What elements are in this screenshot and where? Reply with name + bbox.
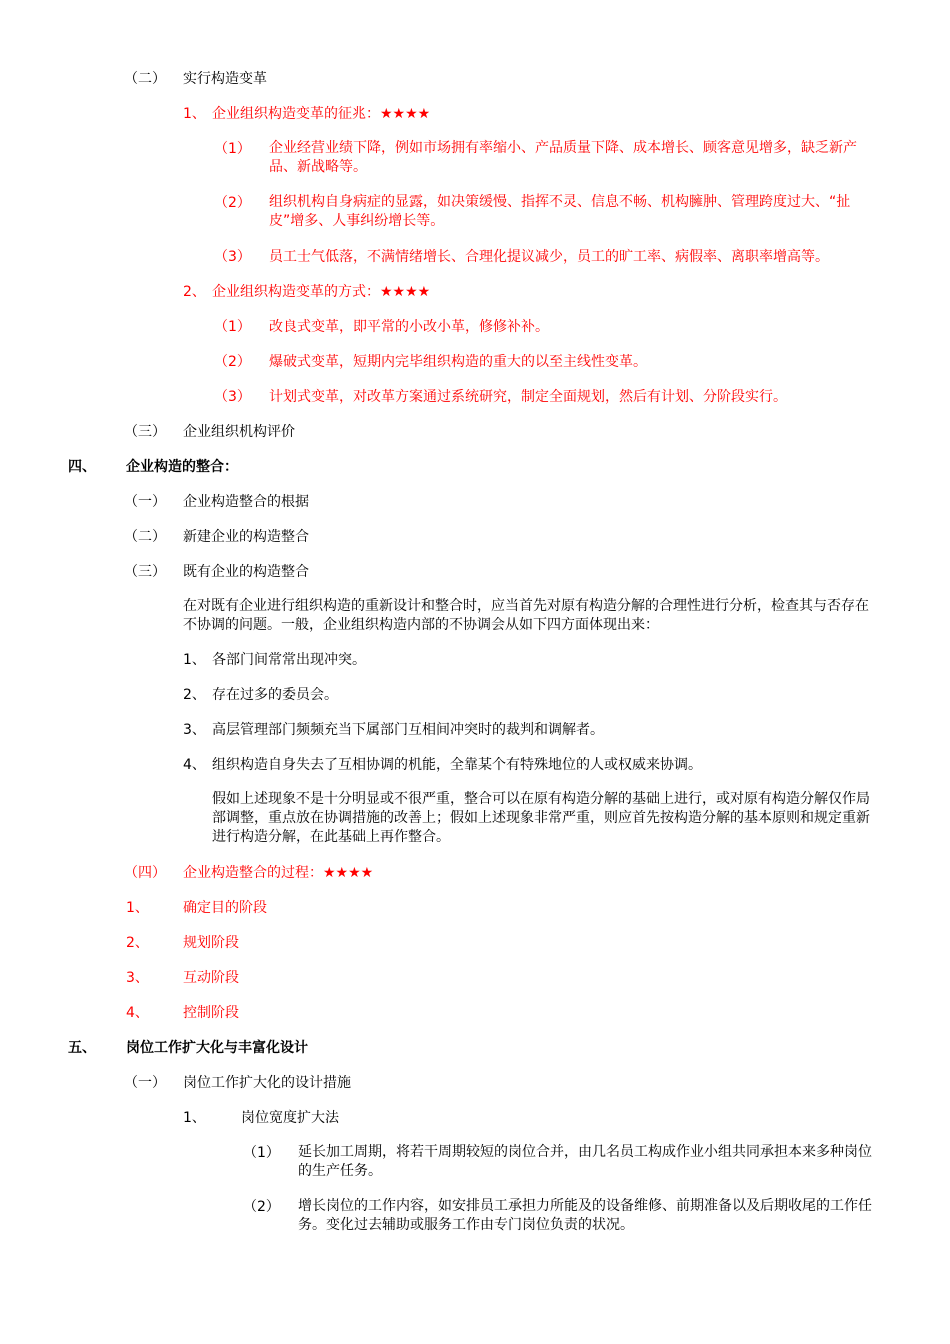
list-item-marker: 4、 <box>126 1005 149 1021</box>
section-marker: （一） <box>124 494 166 510</box>
list-item-marker: 4、 <box>183 757 206 773</box>
list-item-text: 组织机构自身病症的显露，如决策缓慢、指挥不灵、信息不畅、机构臃肿、管理跨度过大、“扯皮”增多、人事纠纷增长等。 <box>269 194 851 229</box>
list-item-marker: （1） <box>214 319 251 335</box>
list-item-text: 规划阶段 <box>183 935 239 951</box>
list-item-marker: 1、 <box>126 900 149 916</box>
chapter-heading: 岗位工作扩大化与丰富化设计 <box>126 1040 308 1056</box>
section-heading: 既有企业的构造整合 <box>183 564 309 580</box>
list-item-marker: 3、 <box>126 970 149 986</box>
list-item-text: 互动阶段 <box>183 970 239 986</box>
list-item-text: 控制阶段 <box>183 1005 239 1021</box>
body-paragraph: 假如上述现象不是十分明显或不很严重，整合可以在原有构造分解的基础上进行，或对原有构造分解仅作局部调整，重点放在协调措施的改善上；假如上述现象非常严重，则应首先按构造分解的基本原则和规定重新进行构造分解，在此基础上再作整合。 <box>212 791 870 845</box>
list-item-marker: 1、 <box>183 652 206 668</box>
section-heading: 新建企业的构造整合 <box>183 529 309 545</box>
list-item-text: 高层管理部门频频充当下属部门互相间冲突时的裁判和调解者。 <box>212 722 604 738</box>
subsection-marker: 1、 <box>183 106 206 122</box>
list-item-text: 员工士气低落，不满情绪增长、合理化提议减少，员工的旷工率、病假率、离职率增高等。 <box>269 249 829 265</box>
section-marker: （四） <box>124 865 166 881</box>
list-item-text: 存在过多的委员会。 <box>212 687 338 703</box>
list-item-marker: 3、 <box>183 722 206 738</box>
section-heading: 企业构造整合的过程：★★★★ <box>183 865 374 881</box>
list-item-marker: （2） <box>214 195 251 211</box>
list-item-text: 改良式变革，即平常的小改小革，修修补补。 <box>269 319 549 335</box>
list-item-marker: （3） <box>214 249 251 265</box>
chapter-heading: 企业构造的整合： <box>126 459 238 475</box>
section-marker: （一） <box>124 1075 166 1091</box>
list-item-text: 各部门间常常出现冲突。 <box>212 652 366 668</box>
list-item-marker: （1） <box>243 1145 280 1161</box>
list-item-marker: （1） <box>214 141 251 157</box>
list-item-text: 爆破式变革，短期内完毕组织构造的重大的以至主线性变革。 <box>269 354 647 370</box>
section-heading: 岗位工作扩大化的设计措施 <box>183 1075 351 1091</box>
list-item-marker: 2、 <box>126 935 149 951</box>
chapter-marker: 四、 <box>68 459 96 475</box>
subsection-heading: 企业组织构造变革的征兆：★★★★ <box>212 106 431 122</box>
list-item-marker: （2） <box>243 1199 280 1215</box>
subsection-heading: 企业组织构造变革的方式：★★★★ <box>212 284 431 300</box>
list-item-text: 延长加工周期，将若干周期较短的岗位合并，由几名员工构成作业小组共同承担本来多种岗位的生产任务。 <box>298 1144 872 1179</box>
list-item-text: 组织构造自身失去了互相协调的机能，全靠某个有特殊地位的人或权威来协调。 <box>212 757 702 773</box>
body-paragraph: 在对既有企业进行组织构造的重新设计和整合时，应当首先对原有构造分解的合理性进行分析，检查其与否存在不协调的问题。一般，企业组织构造内部的不协调会从如下四方面体现出来： <box>183 598 869 633</box>
list-item-text: 增长岗位的工作内容，如安排员工承担力所能及的设备维修、前期准备以及后期收尾的工作任务。变化过去辅助或服务工作由专门岗位负责的状况。 <box>298 1198 872 1233</box>
list-item-text: 确定目的阶段 <box>183 900 267 916</box>
chapter-marker: 五、 <box>68 1040 96 1056</box>
section-heading: 企业组织机构评价 <box>183 424 295 440</box>
section-marker: （二） <box>124 529 166 545</box>
section-marker: （三） <box>124 564 166 580</box>
list-item-text: 企业经营业绩下降，例如市场拥有率缩小、产品质量下降、成本增长、顾客意见增多，缺乏新产品、新战略等。 <box>269 140 857 175</box>
subsection-marker: 2、 <box>183 284 206 300</box>
list-item-marker: 2、 <box>183 687 206 703</box>
list-item-text: 计划式变革，对改革方案通过系统研究，制定全面规划，然后有计划、分阶段实行。 <box>269 389 787 405</box>
section-heading: 企业构造整合的根据 <box>183 494 309 510</box>
section-heading: 实行构造变革 <box>183 71 267 87</box>
subsection-marker: 1、 <box>183 1110 206 1126</box>
section-marker: （三） <box>124 424 166 440</box>
section-marker: （二） <box>124 71 166 87</box>
subsection-heading: 岗位宽度扩大法 <box>241 1110 339 1126</box>
list-item-marker: （3） <box>214 389 251 405</box>
list-item-marker: （2） <box>214 354 251 370</box>
